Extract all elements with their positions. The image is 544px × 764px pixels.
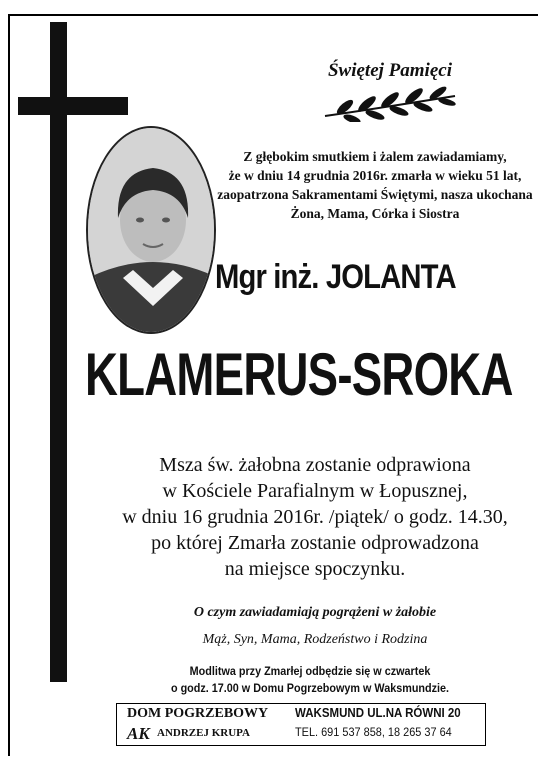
intro-line: zaopatrzona Sakramentami Świętymi, nasza ukochana — [217, 187, 533, 202]
mass-line: po której Zmarła zostanie odprowadzona — [151, 532, 479, 554]
cross-icon — [50, 22, 67, 682]
mass-line: w dniu 16 grudnia 2016r. /piątek/ o godz. 14.30, — [122, 506, 508, 528]
mourners-title: O czym zawiadamiają pogrążeni w żałobie — [193, 605, 437, 620]
mass-line: na miejsce spoczynku. — [224, 558, 406, 580]
funeral-home-phone: TEL. 691 537 858, 18 265 37 64 — [295, 727, 452, 739]
intro-line: Z głębokim smutkiem i żalem zawiadamiamy, — [243, 149, 507, 164]
portrait-photo — [86, 126, 216, 334]
mass-line: w Kościele Parafialnym w Łopusznej, — [162, 480, 468, 502]
funeral-home-address: WAKSMUND UL.NA RÓWNI 20 — [295, 706, 461, 720]
deceased-last-name: KLAMERUS-SROKA — [85, 341, 513, 408]
funeral-home-owner: ANDRZEJ KRUPA — [157, 727, 250, 739]
mourners-list: Mąż, Syn, Mama, Rodzeństwo i Rodzina — [202, 632, 428, 647]
funeral-home-name: DOM POGRZEBOWY — [127, 706, 269, 721]
heading: Świętej Pamięci — [327, 60, 452, 81]
mass-line: Msza św. żałobna zostanie odprawiona — [159, 454, 471, 476]
funeral-home-logo: AK — [127, 724, 150, 743]
prayer-line: Modlitwa przy Zmarłej odbędzie się w czwartek — [189, 664, 431, 678]
funeral-home-box — [116, 703, 486, 746]
prayer-notice — [100, 663, 520, 697]
intro-line: Żona, Mama, Córka i Siostra — [290, 206, 460, 221]
mass-announcement — [80, 452, 544, 582]
intro-line: że w dniu 14 grudnia 2016r. zmarła w wieku 51 lat, — [228, 168, 522, 183]
intro-text — [215, 147, 535, 223]
laurel-branch-icon — [320, 82, 460, 122]
deceased-first-name: Mgr inż. JOLANTA — [215, 258, 456, 296]
prayer-line: o godz. 17.00 w Domu Pogrzebowym w Waksmundzie. — [170, 681, 450, 695]
cross-bar — [18, 97, 128, 115]
